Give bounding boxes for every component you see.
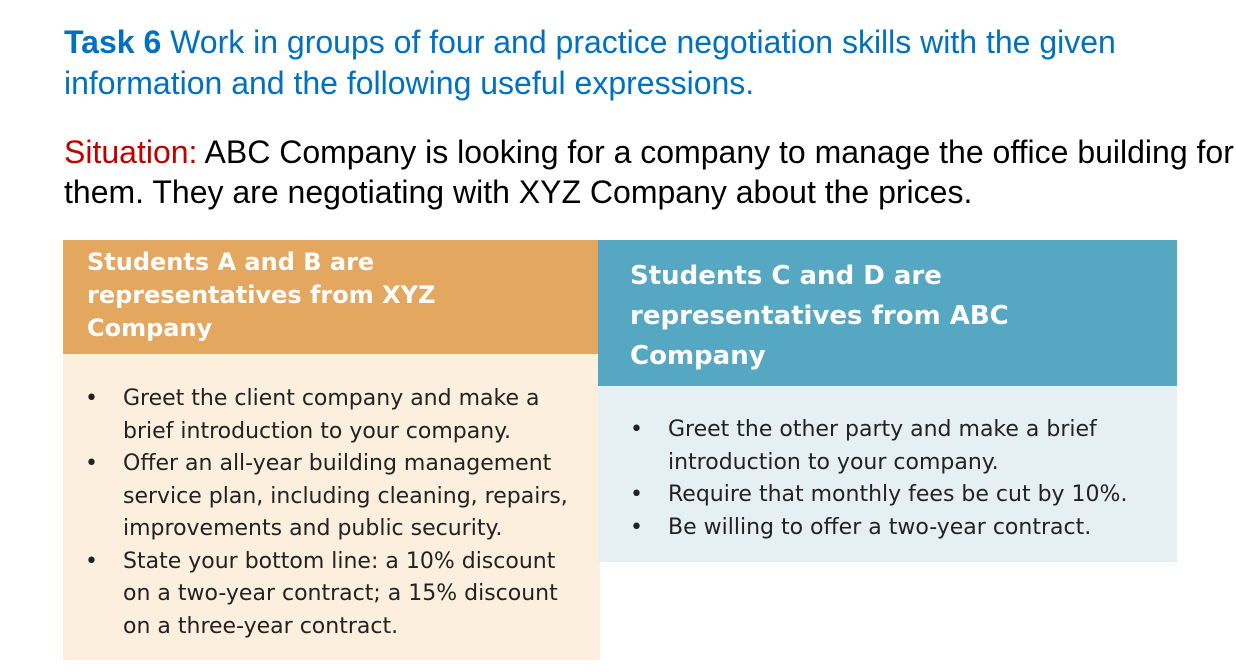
xyz-card-body [63, 354, 600, 660]
xyz-card-header [63, 240, 600, 354]
list-item: • State your bottom line: a 10% discount on a two-year contract; a 15% discount on a three-year contract. [85, 546, 585, 644]
task-text: Work in groups of four and practice negotiation skills with the given information and the following useful expressions. [64, 24, 1116, 101]
abc-task-list [630, 414, 1170, 544]
bullet-icon: • [85, 548, 98, 574]
bullet-icon: • [630, 482, 643, 507]
list-item: • Greet the other party and make a brief introduction to your company. [630, 414, 1170, 479]
task-instruction [64, 22, 1224, 104]
bullet-icon: • [630, 514, 643, 540]
list-item: • Be willing to offer a two-year contract. [630, 512, 1170, 545]
situation-text: ABC Company is looking for a company to manage the office building for them. They are negotiating with XYZ Company about the prices. [64, 134, 1234, 210]
situation-description [64, 132, 1234, 212]
abc-card-header [598, 240, 1177, 386]
xyz-card-title: Students A and B are representatives from XYZ Company [87, 248, 436, 342]
list-item: • Offer an all-year building management service plan, including cleaning, repairs, improvements and public security. [85, 448, 585, 546]
abc-card-title: Students C and D are representatives from ABC Company [630, 261, 1009, 371]
bullet-icon: • [85, 451, 98, 476]
xyz-task-list [85, 383, 585, 643]
task-label: Task 6 [64, 24, 162, 60]
situation-label: Situation: [64, 134, 198, 170]
abc-card-body [598, 386, 1177, 562]
bullet-icon: • [85, 386, 98, 411]
bullet-icon: • [630, 417, 643, 442]
list-item: • Greet the client company and make a brief introduction to your company. [85, 383, 585, 448]
list-item: • Require that monthly fees be cut by 10%. [630, 479, 1170, 512]
